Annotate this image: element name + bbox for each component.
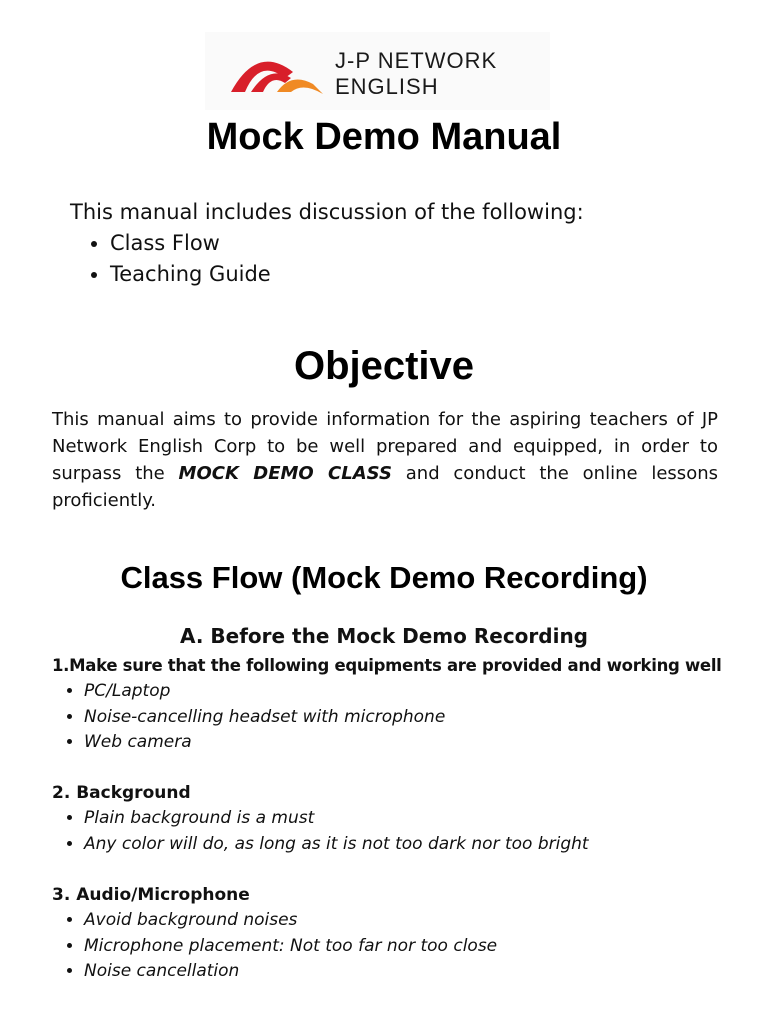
background-group: [52, 780, 589, 857]
intro-section: [70, 197, 584, 290]
group-heading: 2. Background: [52, 783, 191, 803]
list-item: • Teaching Guide: [110, 259, 584, 290]
list-item: • Noise-cancelling headset with microphone: [84, 705, 722, 731]
equipment-group: [52, 653, 722, 756]
list-item: • Web camera: [84, 730, 722, 756]
objective-text-before: This manual aims to provide information for the aspiring teachers of JP Network English Corp to be well prepared and equipped, in order to surpass the: [52, 409, 718, 484]
list-item: • Class Flow: [110, 228, 584, 259]
audio-group: [52, 882, 497, 985]
audio-list: [52, 908, 497, 985]
logo-arc-icon: [229, 50, 329, 95]
objective-emphasis: MOCK DEMO CLASS: [178, 463, 392, 484]
document-title: Mock Demo Manual: [206, 116, 562, 158]
logo-line-2: ENGLISH: [335, 74, 439, 99]
list-item: • PC/Laptop: [84, 679, 722, 705]
objective-text-after: and conduct the online lessons proficiently.: [52, 463, 718, 511]
intro-list: [70, 228, 584, 290]
equipment-list: [52, 679, 722, 756]
section-a-heading: A. Before the Mock Demo Recording: [180, 624, 588, 648]
intro-text: This manual includes discussion of the following:: [70, 200, 584, 224]
list-item: • Avoid background noises: [84, 908, 497, 934]
list-item: • Noise cancellation: [84, 959, 497, 985]
list-item: • Microphone placement: Not too far nor too close: [84, 934, 497, 960]
class-flow-heading: Class Flow (Mock Demo Recording): [120, 560, 648, 595]
group-heading: 3. Audio/Microphone: [52, 885, 250, 905]
background-list: [52, 806, 589, 857]
objective-paragraph: [52, 406, 718, 514]
group-heading: 1.Make sure that the following equipments are provided and working well: [52, 656, 722, 675]
list-item: • Any color will do, as long as it is not too dark nor too bright: [84, 832, 589, 858]
objective-heading: Objective: [293, 344, 475, 388]
list-item: • Plain background is a must: [84, 806, 589, 832]
logo-line-1: J-P NETWORK: [335, 48, 498, 73]
company-logo: [205, 32, 550, 110]
